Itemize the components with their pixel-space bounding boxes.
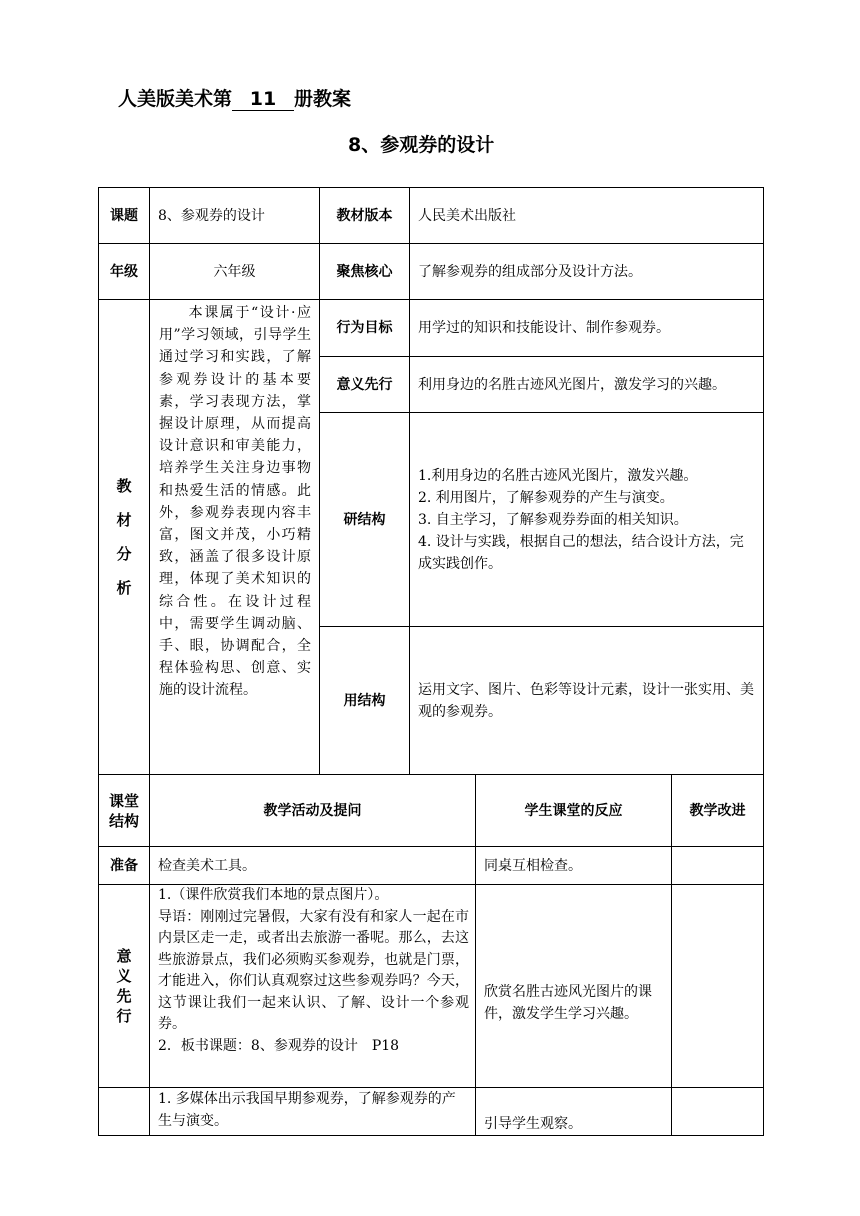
structure-label-line: 结构: [108, 811, 139, 830]
lesson-plan-table: [98, 187, 764, 1136]
meaning-label: 意义先行: [320, 357, 410, 413]
header-suffix: 册教案: [294, 88, 352, 110]
research-item: 3. 自主学习，了解参观券券面的相关知识。: [418, 511, 688, 528]
lesson-plan-header: [118, 84, 351, 111]
stage-meaning-char: 意: [116, 947, 132, 965]
research-item: 4. 设计与实践，根据自己的想法，结合设计方法，完成实践创作。: [418, 533, 744, 572]
meaning-value: 利用身边的名胜古迹风光图片，激发学习的兴趣。: [410, 357, 764, 413]
improve-meaning: [672, 885, 764, 1088]
behavior-value: 用学过的知识和技能设计、制作参观券。: [410, 300, 764, 357]
grade-label: 年级: [99, 244, 150, 300]
volume-number: 11: [232, 88, 294, 111]
topic-label: 课题: [99, 188, 150, 244]
improve-prepare: [672, 847, 764, 885]
topic-value: 8、参观券的设计: [150, 188, 320, 244]
lesson-title: 8、参观券的设计: [348, 134, 495, 156]
structure-label-line: 课堂: [108, 791, 139, 810]
stage-meaning: [99, 885, 150, 1088]
reaction-prepare: 同桌互相检查。: [476, 847, 672, 885]
activity-meaning: [150, 885, 476, 1088]
improve-header: 教学改进: [672, 775, 764, 847]
stage-meaning-char: 义: [116, 967, 132, 985]
edition-value: 人民美术出版社: [410, 188, 764, 244]
research-item: 2. 利用图片，了解参观券的产生与演变。: [418, 489, 674, 506]
structure-label: [99, 775, 150, 847]
activity-prepare: 检查美术工具。: [150, 847, 476, 885]
research-label: 研结构: [320, 413, 410, 627]
header-prefix: 人美版美术第: [118, 88, 233, 110]
research-item: 1.利用身边的名胜古迹风光图片，激发兴趣。: [418, 467, 698, 484]
stage-meaning-char: 行: [116, 1007, 132, 1025]
analysis-label: [99, 300, 150, 775]
analysis-label-char: 分: [116, 545, 132, 563]
analysis-label-char: 教: [116, 477, 132, 495]
analysis-label-char: 材: [116, 511, 132, 529]
analysis-label-char: 析: [116, 579, 132, 597]
analysis-text: [150, 300, 320, 775]
use-value: 运用文字、图片、色彩等设计元素，设计一张实用、美观的参观券。: [410, 627, 764, 775]
activity-line: 导语：刚刚过完暑假，大家有没有和家人一起在市内景区走一走，或者出去旅游一番呢。那么，去这些旅游景点，我们必须购买参观券，也就是门票，才能进入，你们认真观察过这些参观券吗？今天，这节课让我们一起来认识、了解、设计一个参观券。: [158, 908, 469, 1032]
behavior-label: 行为目标: [320, 300, 410, 357]
grade-value: 六年级: [150, 244, 320, 300]
stage-prepare: 准备: [99, 847, 150, 885]
stage-meaning-char: 先: [116, 987, 132, 1005]
reaction-header: 学生课堂的反应: [476, 775, 672, 847]
reaction-next: 引导学生观察。: [476, 1088, 672, 1136]
activity-next: 1. 多媒体出示我国早期参观券，了解参观券的产生与演变。: [150, 1088, 476, 1136]
reaction-meaning: 欣赏名胜古迹风光图片的课件，激发学生学习兴趣。: [476, 885, 672, 1088]
focus-value: 了解参观券的组成部分及设计方法。: [410, 244, 764, 300]
focus-label: 聚焦核心: [320, 244, 410, 300]
edition-label: 教材版本: [320, 188, 410, 244]
analysis-body: 本课属于“设计·应用”学习领域，引导学生通过学习和实践，了解参观券设计的基本要素，学习表现方法，掌握设计原理，从而提高设计意识和审美能力，培养学生关注身边事物和热爱生活的情感。此外，参观券表现内容丰富，图文并茂，小巧精致，涵盖了很多设计原理，体现了美术知识的综合性。在设计过程中，需要学生调动脑、手、眼，协调配合，全程体验构思、创意、实施的设计流程。: [159, 305, 311, 699]
improve-next: [672, 1088, 764, 1136]
use-label: 用结构: [320, 627, 410, 775]
activities-header: 教学活动及提问: [150, 775, 476, 847]
stage-next: [99, 1088, 150, 1136]
activity-line: 1.（课件欣赏我们本地的景点图片）。: [158, 887, 389, 903]
research-list: [410, 413, 764, 627]
activity-line: 2．板书课题：8、参观券的设计 P18: [158, 1037, 400, 1054]
